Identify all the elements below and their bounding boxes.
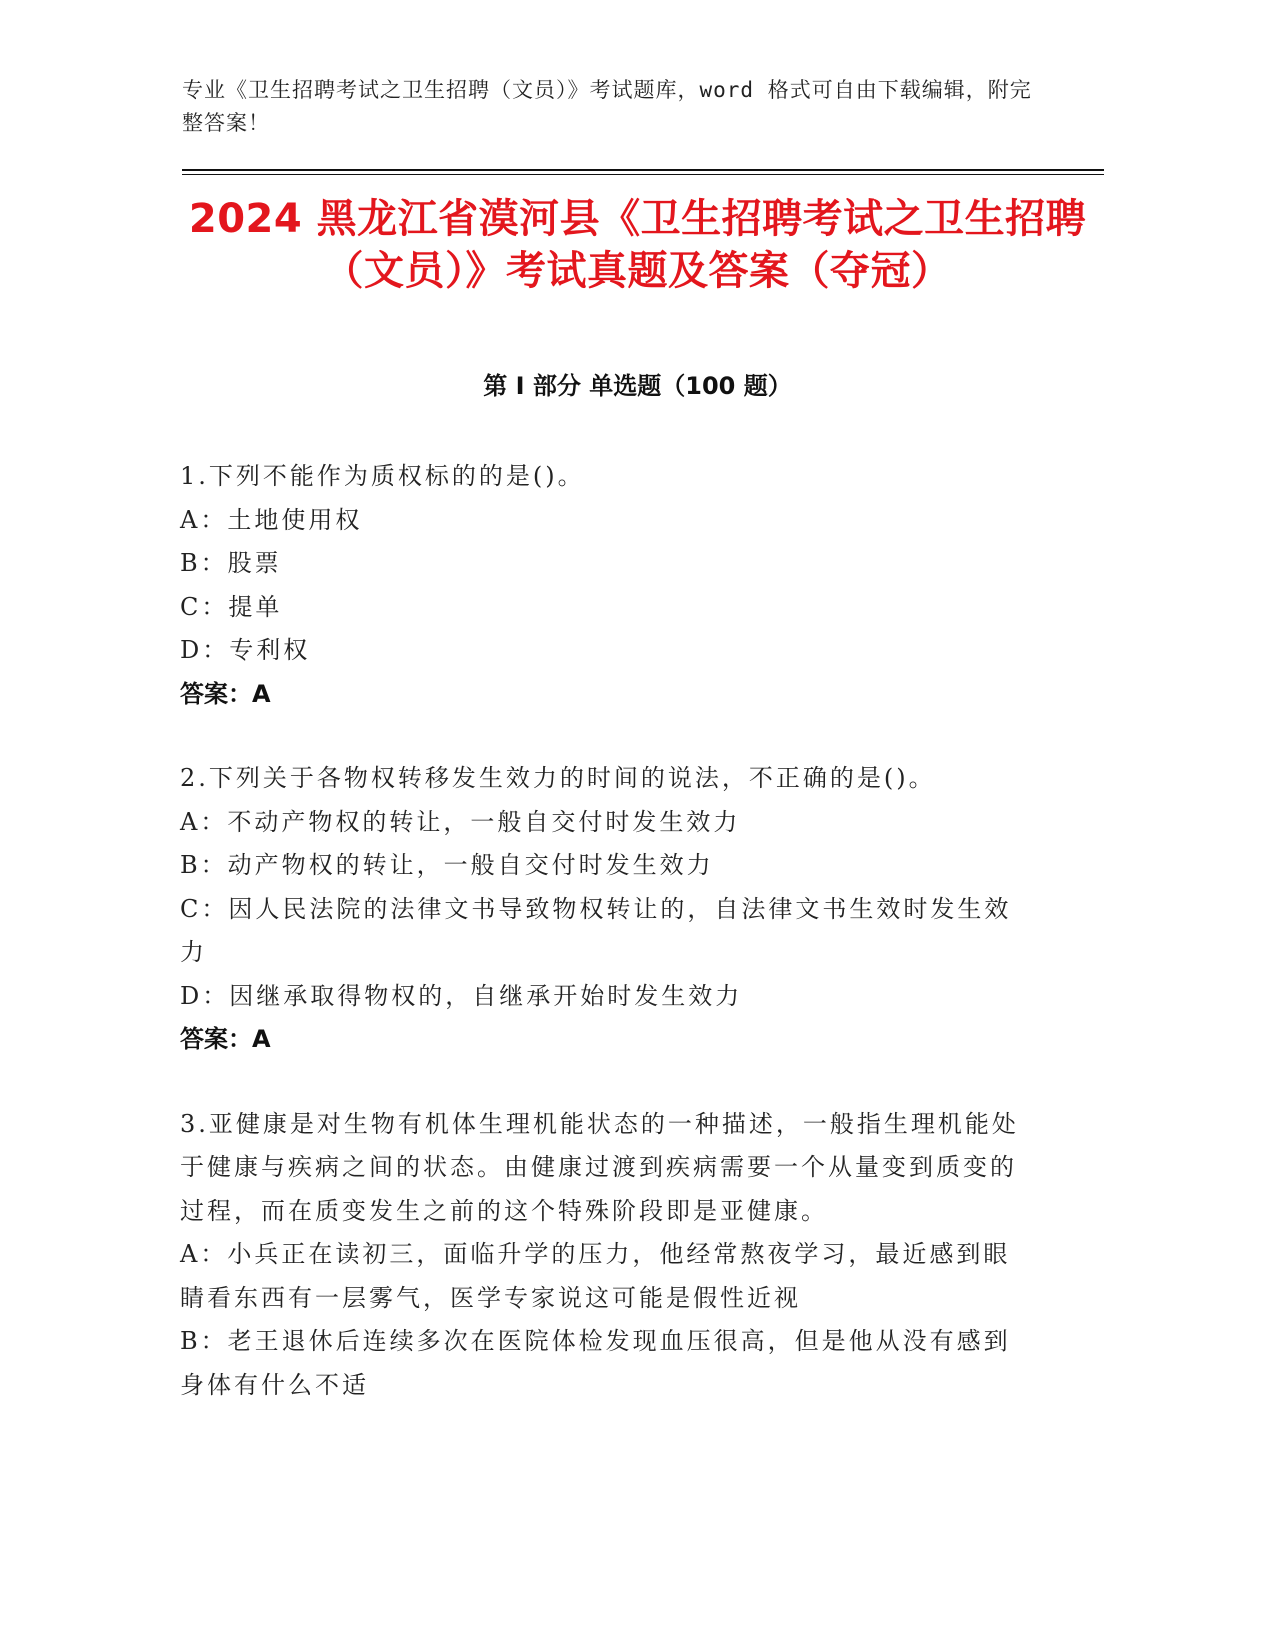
option-c: C：提单	[180, 592, 283, 621]
question-stem: 2.下列关于各物权转移发生效力的时间的说法，不正确的是()。	[180, 764, 936, 792]
question-2	[180, 757, 1030, 1062]
option-b: B：股票	[180, 549, 282, 577]
option-d: D：专利权	[180, 636, 311, 664]
header-note: 专业《卫生招聘考试之卫生招聘（文员）》考试题库，word 格式可自由下载编辑，附完整答案！	[182, 78, 1032, 135]
section-heading: 第 I 部分 单选题（100 题）	[483, 372, 792, 400]
question-list	[180, 455, 1030, 1448]
answer-line: 答案：A	[180, 679, 271, 708]
option-b: B：动产物权的转让，一般自交付时发生效力	[180, 851, 714, 879]
question-3	[180, 1103, 1030, 1408]
header-divider-thin	[182, 174, 1104, 175]
option-d: D：因继承取得物权的，自继承开始时发生效力	[180, 981, 743, 1010]
header-divider-thick	[182, 169, 1104, 171]
document-title: 2024 黑龙江省漠河县《卫生招聘考试之卫生招聘（文员）》考试真题及答案（夺冠）	[188, 196, 1087, 294]
question-1	[180, 455, 1030, 716]
question-stem: 3.亚健康是对生物有机体生理机能状态的一种描述，一般指生理机能处于健康与疾病之间的状态。由健康过渡到疾病需要一个从量变到质变的过程，而在质变发生之前的这个特殊阶段即是亚健康。	[180, 1109, 1019, 1225]
option-a: A：土地使用权	[180, 505, 363, 534]
question-stem: 1.下列不能作为质权标的的是()。	[180, 462, 585, 490]
option-c: C：因人民法院的法律文书导致物权转让的，自法律文书生效时发生效力	[180, 894, 1012, 966]
option-a: A：不动产物权的转让，一般自交付时发生效力	[180, 807, 741, 836]
option-a: A：小兵正在读初三，面临升学的压力，他经常熬夜学习，最近感到眼睛看东西有一层雾气，医学专家说这可能是假性近视	[180, 1240, 1011, 1312]
option-b: B：老王退休后连续多次在医院体检发现血压很高，但是他从没有感到身体有什么不适	[180, 1327, 1011, 1399]
answer-line: 答案：A	[180, 1025, 271, 1053]
